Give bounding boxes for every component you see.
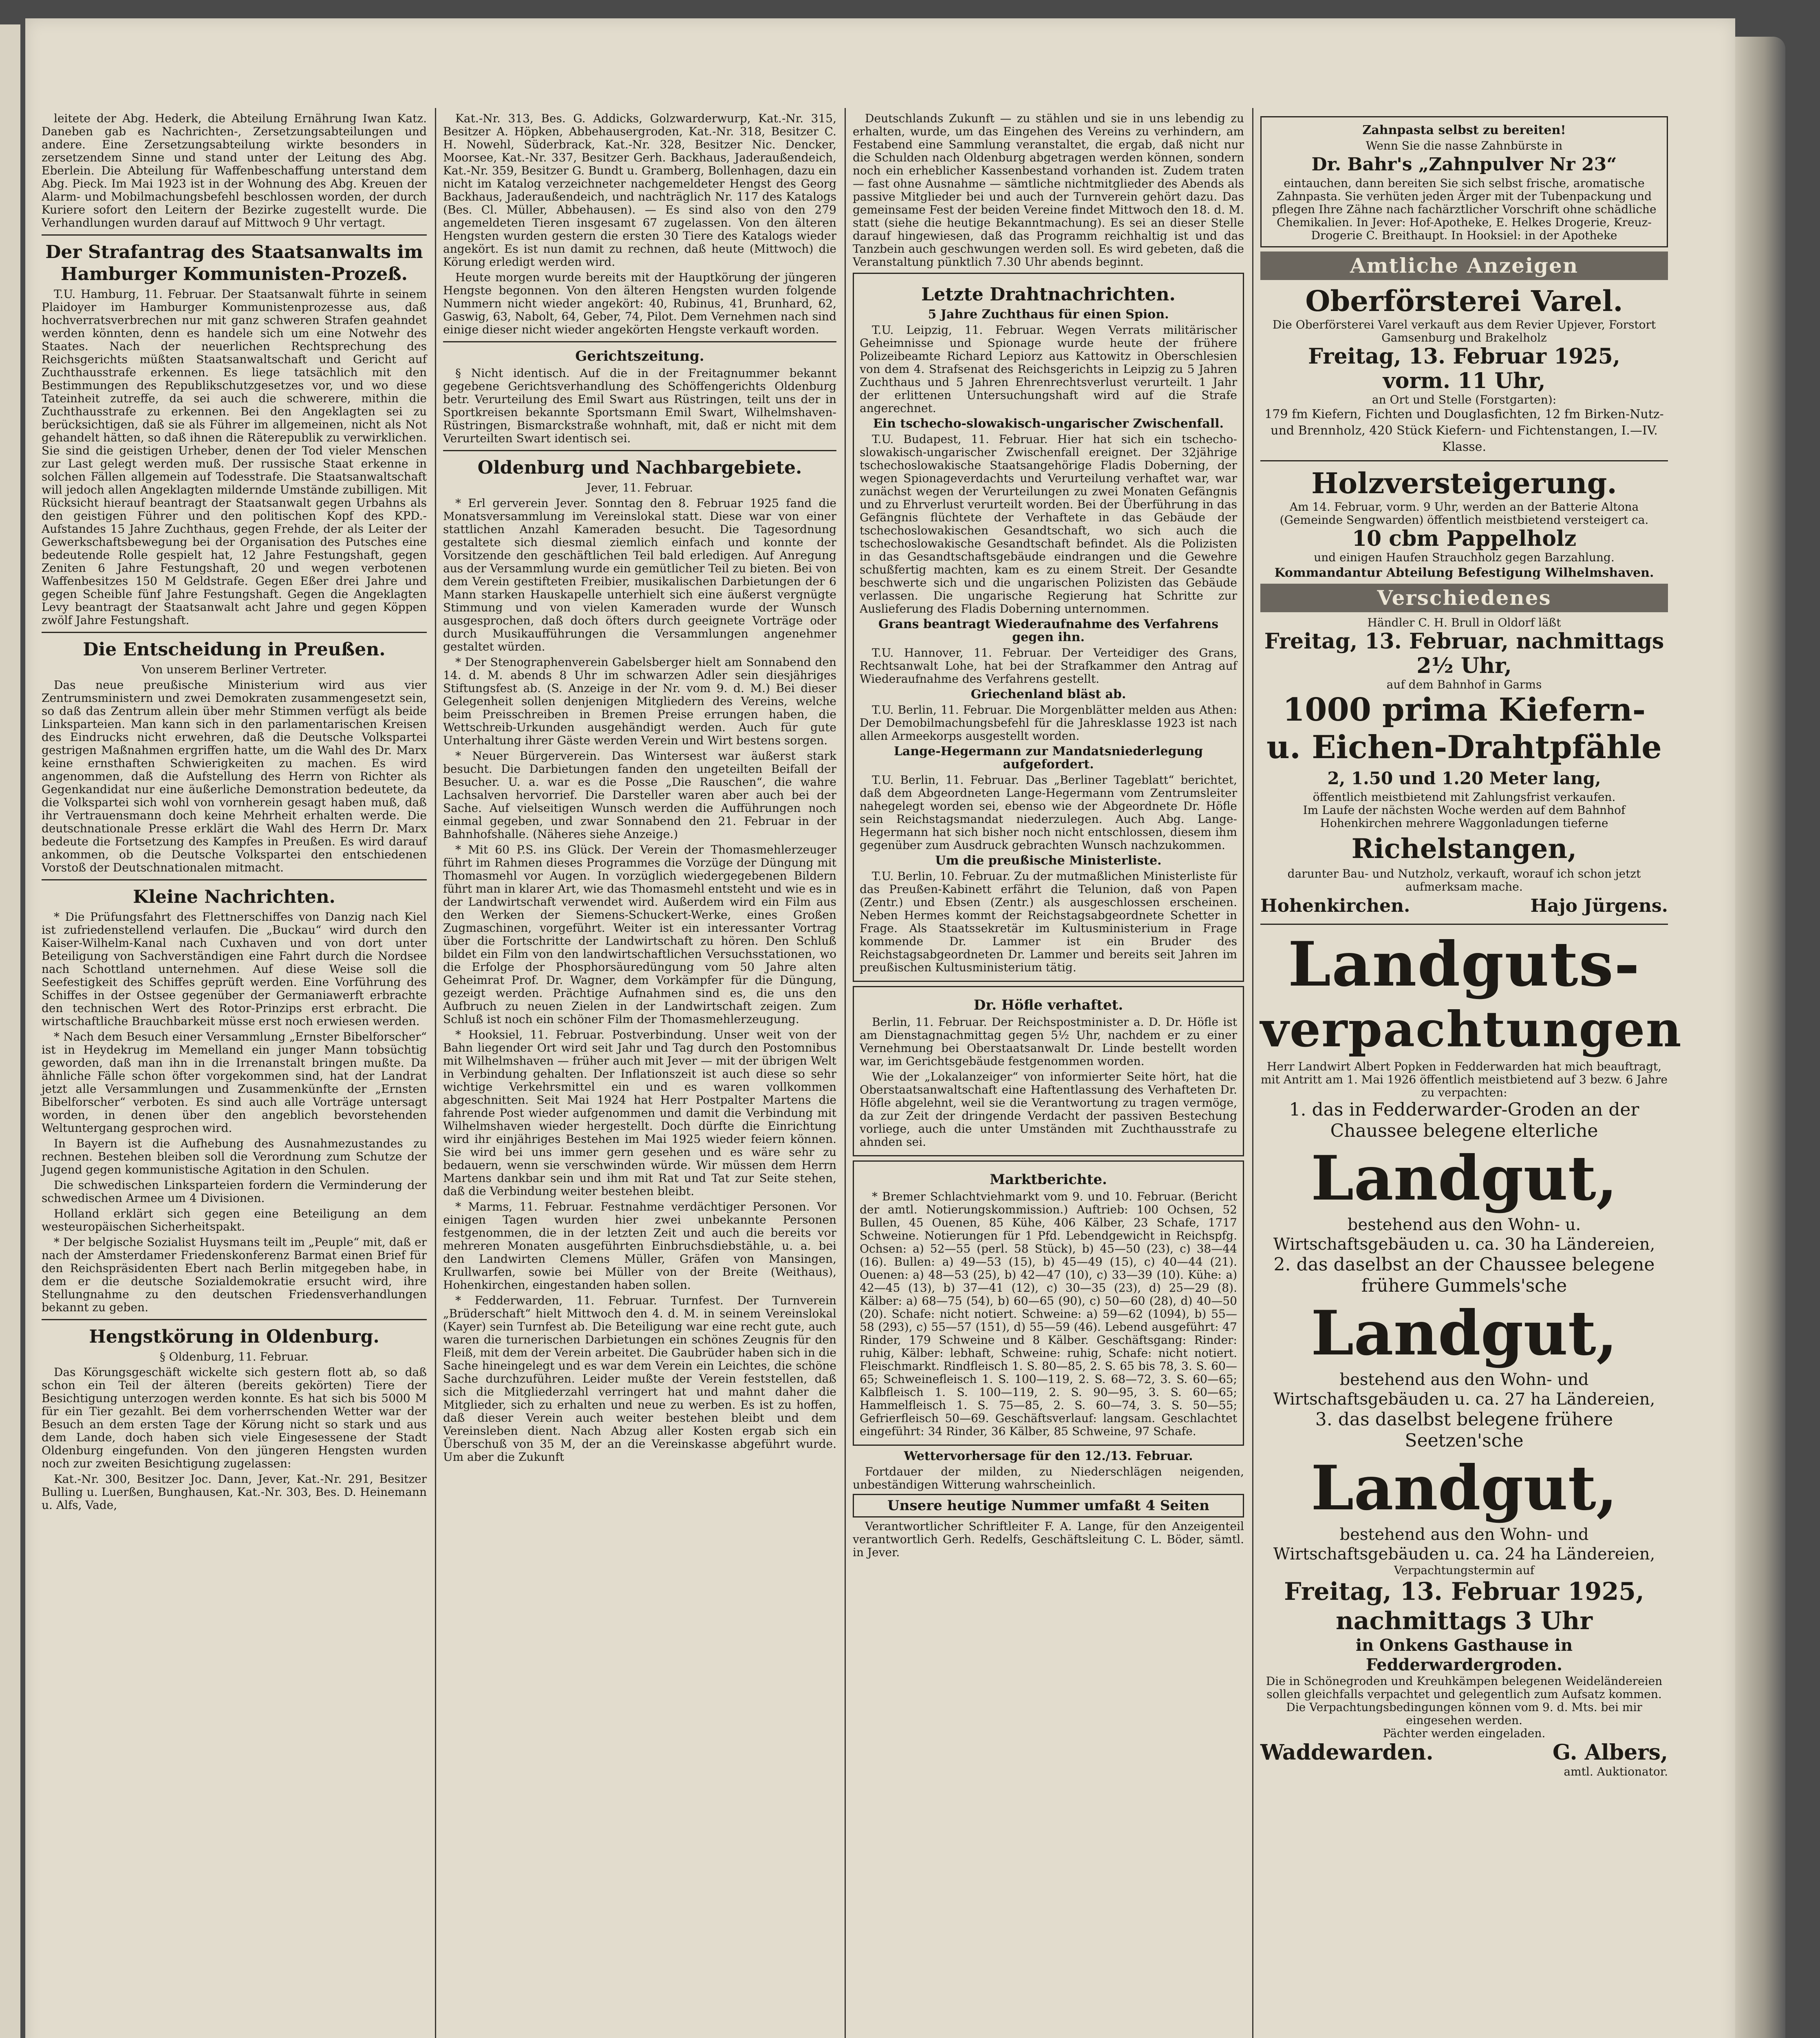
article-body: T.U. Hamburg, 11. Februar. Der Staatsanwalt führte in seinem Plaidoyer im Hamburger Kommunistenprozesse aus, daß hochverratsverbrechen nur mit ganz schweren Strafen geahndet werden könnten, denn es handele sich um eine Notwehr des Staates. Nach der neuerlichen Rechtsprechung des Reichsgerichts müßten Staatsanwaltschaft und Gericht auf Zuchthausstrafe erkennen. Es liege tatsächlich mit den Bestimmungen des Republikschutzgesetzes vor, und wo diese Tateinheit zutreffe, da sei auch die schwerere, mithin die Zuchthausstrafe zu erkennen. Bei den Angeklagten sei zu berücksichtigen, daß sie als Führer im allgemeinen, nicht als Not gehandelt hätten, so daß ihnen die Räterepublik zu verwirklichen. Sie sind die geistigen Urheber, denen der Tod vieler Menschen zur Last gelegt werden muß. Der russische Staat erkenne in solchen Fällen allgemein auf Todesstrafe. Die Staatsanwaltschaft will jedoch allen Angeklagten mildernde Umstände zubilligen. Mit Rücksicht hierauf beantragt der Staatsanwalt gegen Urbahns als den geistigen Führer und den politischen Kopf des KPD.-Aufstandes 15 Jahre Zuchthaus, gegen Frehde, der als Leiter der Gewerkschaftsbewegung bei der Organisation des Putsches eine bedeutende Rolle gespielt hat, 12 Jahre Festungshaft, gegen Zeniten 6 Jahre Festungshaft, 20 und wegen verbotenen Waffenbesitzes 150 M Geldstrafe. Gegen Eßer drei Jahre und gegen Scheible fünf Jahre Festungshaft. Gegen die Angeklagten Levy beantragt der Staatsanwalt acht Jahre und gegen Köppen zwölf Jahre Festungshaft.: [42, 287, 427, 627]
ad-size: 2, 1.50 und 1.20 Meter lang,: [1327, 768, 1601, 788]
ad-landgut: Landgut,: [1310, 1143, 1618, 1214]
binding-edge: [1732, 37, 1785, 2038]
byline: Von unserem Berliner Vertreter.: [141, 663, 327, 676]
article-continuation: Deutschlands Zukunft — zu stählen und sie in uns lebendig zu erhalten, wurde, um das Eingehen des Vereins zu verhindern, am Festabend eine Sammlung veranstaltet, die ergab, daß nicht nur die Schulden nach Oldenburg abgetragen werden können, sondern noch ein erheblicher Kassenbestand vorhanden ist. Zudem traten — fast ohne Ausnahme — sämtliche nichtmitglieder des Abends als passive Mitglieder bei und auch der Turnverein gehört dazu. Das gemeinsame Fest der beiden Vereine findet Mittwoch den 18. d. M. statt (siehe die heutige Bekanntmachung). Es sei an dieser Stelle darauf hingewiesen, daß das Programm reichhaltig ist und das Tanzbein auch geschwungen werden soll. Es wird gebeten, daß die Veranstaltung pünktlich 7.30 Uhr abends beginnt.: [853, 112, 1244, 269]
wire-item: T.U. Hannover, 11. Februar. Der Verteidiger des Grans, Rechtsanwalt Lohe, hat bei der Strafkammer den Antrag auf Wiederaufnahme des Verfahrens gestellt.: [860, 646, 1237, 686]
ad-title: Oberförsterei Varel.: [1305, 284, 1623, 318]
divider: [1260, 924, 1668, 925]
ad-signature: Kommandantur Abteilung Befestigung Wilhelmshaven.: [1274, 566, 1654, 580]
subheadline: Um die preußische Ministerliste.: [935, 854, 1162, 868]
weather-forecast: Fortdauer der milden, zu Niederschlägen neigenden, unbeständigen Witterung wahrscheinlich.: [853, 1465, 1244, 1491]
ad-text: Am 14. Februar, vorm. 9 Uhr, werden an der Batterie Altona (Gemeinde Sengwarden) öffentlich meistbietend versteigert ca.: [1280, 500, 1649, 527]
wire-item: T.U. Berlin, 10. Februar. Zu der mutmaßlichen Ministerliste für das Preußen-Kabinett erfährt die Telunion, daß von Papen (Zentr.) und Ebsen (Zentr.) als ausgeschlossen erscheinen. Neben Hermes kommt der Reichstagsabgeordnete Schetter in Frage. Als Staatssekretär im Kultusministerium in Frage kommende Dr. Lammer ist ein Bruder des Reichstagsabgeordneten Dr. Lammer und bereits seit Jahren im preußischen Kultusministerium tätig.: [860, 869, 1237, 974]
newspaper-page: [25, 18, 1735, 2038]
column-separator: [1252, 108, 1253, 2038]
article-continuation: leitete der Abg. Hederk, die Abteilung Ernährung Iwan Katz. Daneben gab es Nachrichten-, Zersetzungsabteilungen und andere. Eine Zersetzungsabteilung wirkte besonders in zersetzendem Sinne und stand unter der Leitung des Abg. Eberlein. Die Abteilung für Waffenbeschaffung unterstand dem Abg. Pieck. Im Mai 1923 ist in der Wohnung des Abg. Kreuen der Alarm- und Mobilmachungsbefehl beschlossen worden, der durch Kuriere sofort den Leitern der Bezirke zugestellt wurde. Die Verhandlungen wurden darauf auf Mittwoch 9 Uhr vertagt.: [42, 112, 427, 229]
market-report: * Bremer Schlachtviehmarkt vom 9. und 10. Februar. (Bericht der amtl. Notierungskommission.) Auftrieb: 100 Ochsen, 52 Bullen, 45 Ouenen, 85 Kühe, 406 Kälber, 23 Schafe, 1717 Schweine. Notierungen für 1 Pfd. Lebendgewicht in Reichspfg. Ochsen: a) 52—55 (perl. 58 Stück), b) 45—50 (23), c) 38—44 (16). Bullen: a) 49—53 (15), b) 45—49 (15), c) 40—44 (21). Ouenen: a) 48—53 (25), b) 42—47 (10), c) 33—39 (10). Kühe: a) 42—45 (13), b) 37—41 (12), c) 30—35 (23), d) 25—29 (8). Kälber: a) 68—75 (54), b) 60—65 (90), c) 50—60 (28), d) 40—50 (20). Schafe: nicht notiert. Schweine: a) 59—62 (1094), b) 55—58 (293), c) 55—57 (151), d) 55—59 (46). Lebend ausgeführt: 47 Rinder, 179 Schweine und 8 Kälber. Geschäftsgang: Rinder: ruhig, Kälber: lebhaft, Schweine: ruhig, Schafe: nicht notiert. Fleischmarkt. Rindfleisch 1. S. 80—85, 2. S. 65 bis 78, 3. S. 60—65; Schweinefleisch 1. S. 100—119, 2. S. 68—72, 3. S. 60—65; Kalbfleisch 1. S. 100—119, 2. S. 90—95, 3. S. 60—65; Hammelfleisch 1. S. 75—85, 2. S. 60—74, 3. S. 50—55; Gefrierfleisch 50—69. Geschäftsverlauf: langsam. Geschlachtet eingeführt: 34 Rinder, 36 Kälber, 85 Schweine, 97 Schafe.: [860, 1190, 1237, 1438]
ad-item-detail: bestehend aus den Wohn- u. Wirtschaftsgebäuden u. ca. 30 ha Ländereien,: [1273, 1215, 1655, 1254]
column-separator: [845, 108, 846, 2038]
ad-date: Freitag, 13. Februar, nachmittags 2½ Uhr,: [1264, 629, 1664, 678]
ad-landgut: Landgut,: [1310, 1452, 1618, 1524]
wire-item: T.U. Berlin, 11. Februar. Das „Berliner Tageblatt“ berichtet, daß dem Abgeordneten Lange-Hegermann vom Zentrumsleiter nahegelegt worden sei, ebenso wie der Abgeordnete Dr. Höfle sein Reichstagsmandat niederzulegen. Auch Abg. Lange-Hegermann hat sich bisher noch nicht entschlossen, diesem ihm gegenüber zum Ausdruck gebrachten Wunsch nachzukommen.: [860, 773, 1237, 852]
news-item: * Nach dem Besuch einer Versammlung „Ernster Bibelforscher“ ist in Heydekrug im Memelland ein junger Mann tobsüchtig geworden, daß man ihn in die Irrenanstalt bringen mußte. Da ähnliche Fälle schon öfter vorgekommen sind, hat der Landrat jetzt alle Versammlungen und Zusammenkünfte der „Ernsten Bibelforscher“ verboten. Es sind auch alle Vorträge untersagt worden, in denen über den angeblich bevorstehenden Weltuntergang gesprochen wird.: [42, 1030, 427, 1135]
ad-item: 2. das daselbst an der Chaussee belegene frühere Gummels'sche: [1273, 1254, 1655, 1296]
ad-signer: G. Albers,: [1552, 1740, 1668, 1765]
column-1: [42, 112, 427, 1514]
ad-signer: Hajo Jürgens.: [1530, 895, 1668, 916]
ad-place: in Onkens Gasthause in Fedderwardergroden.: [1355, 1636, 1573, 1674]
local-item: * Fedderwarden, 11. Februar. Turnfest. Der Turnverein „Brüderschaft“ hielt Mittwoch den 4. d. M. in seinem Vereinslokal (Kayer) sein Turnfest ab. Die Beteiligung war eine recht gute, auch waren die turnerischen Darbietungen ein schönes Zeugnis für den Fleiß, mit dem der Verein arbeitet. Die Gaubrüder haben sich in die Sache hineingelegt und es war dem Verein ein Leichtes, die schöne Sache durchzuführen. Leider mußte der Verein feststellen, daß sich die Mitgliederzahl verringert hat und mahnt daher die Mitglieder, sich zu erhalten und neue zu werben. Es ist zu hoffen, daß dieser Verein auch weiter bestehen bleibt und dem Vereinsleben dient. Nach Abzug aller Kosten ergab sich ein Überschuß von 35 M, der an die Vereinskasse abgeführt wurde. Um aber die Zukunft: [443, 1294, 836, 1464]
headline-entscheidung: Die Entscheidung in Preußen.: [83, 639, 386, 660]
ad-text: Die Oberförsterei Varel verkauft aus dem Revier Upjever, Forstort Gamsenburg und Brakelholz: [1272, 318, 1656, 344]
ad-text: Pächter werden eingeladen.: [1383, 1727, 1546, 1740]
local-item: * Der Stenographenverein Gabelsberger hielt am Sonnabend den 14. d. M. abends 8 Uhr im schwarzen Adler sein diesjähriges Stiftungsfest ab. (S. Anzeige in der Nr. vom 9. d. M.) Bei dieser Gelegenheit sollen denjenigen Mitgliedern des Vereins, welche beim Preisschreiben in Bremen Preise errungen haben, die Wettschreib-Urkunden ausgehändigt werden. Auch für gute Unterhaltung ihrer Gäste werden Verein und Wirt bestens sorgen.: [443, 655, 836, 747]
ad-date: Freitag, 13. Februar 1925,: [1284, 1577, 1644, 1606]
ad-place: Hohenkirchen.: [1260, 895, 1410, 916]
ad-text: auf dem Bahnhof in Garms: [1386, 678, 1542, 691]
ad-text: und einigen Haufen Strauchholz gegen Barzahlung.: [1314, 551, 1615, 564]
ad-zahnpulver: [1260, 116, 1668, 247]
page-count-notice: Unsere heutige Nummer umfaßt 4 Seiten: [853, 1494, 1244, 1517]
dateline: Jever, 11. Februar.: [586, 481, 693, 494]
divider: [443, 341, 836, 342]
dateline: § Oldenburg, 11. Februar.: [159, 1350, 309, 1363]
ad-big: 1000 prima Kiefern-: [1282, 691, 1646, 728]
column-4-ads: [1260, 112, 1682, 1778]
ad-time: nachmittags 3 Uhr: [1335, 1607, 1593, 1635]
local-item: * Erl gerverein Jever. Sonntag den 8. Februar 1925 fand die Monatsversammlung im Vereinslokal statt. Diese war von einer stattlichen Anzahl Kameraden besucht. Die Tagesordnung gestaltete sich diesmal ziemlich einfach und konnte der Vorsitzende den geschäftlichen Teil bald erledigen. Auf Anregung aus der Versammlung wurde ein gemütlicher Teil zu bieten. Bei von dem Verein gestifteten Freibier, musikalischen Darbietungen der 6 Mann starken Hauskapelle unterhielt sich eine äußerst vergnügte Stimmung und von vielen Kameraden wurde der Wunsch ausgesprochen, daß doch öfters durch geeignete Vorträge oder durch Musikaufführungen die Versammlungen angenehmer gestaltet würden.: [443, 496, 836, 653]
ad-big: Richelstangen,: [1351, 833, 1577, 865]
ad-items: 179 fm Kiefern, Fichten und Douglasfichten, 12 fm Birken-Nutz- und Brennholz, 420 Stück Kiefern- und Fichtenstangen, I.—IV. Klasse.: [1264, 407, 1664, 454]
ad-brand: Dr. Bahr's „Zahnpulver Nr 23“: [1311, 154, 1617, 175]
article-body: Heute morgen wurde bereits mit der Hauptkörung der jüngeren Hengste begonnen. Von den älteren Hengsten wurden folgende Nummern nicht wieder angekört: 40, Rubinus, 41, Brunhard, 62, Gaswig, 63, Nabolt, 64, Geber, 74, Pilot. Dem Vernehmen nach sind einige dieser nicht wieder angekörten Hengste verkauft worden.: [443, 271, 836, 336]
article-body: Das neue preußische Ministerium wird aus vier Zentrumsministern und zwei Demokraten zusammengesetzt sein, so daß das Zentrum allein über mehr Stimmen verfügt als beide Linksparteien. Man kann sich in den parlamentarischen Kreisen des Eindrucks nicht erwehren, daß die Deutsche Volkspartei gestrigen Maßnahmen ergriffen hatte, um die Wahl des Dr. Marx keine ernsthaften Schwierigkeiten zu machen. Es wird angenommen, daß die Aufstellung des Herrn von Richter als Gegenkandidat nur eine äußerliche Demonstration bedeutete, da die Volkspartei sich wohl von vornherein gesagt haben muß, daß ihr Vertrauensmann doch keine Mehrheit erhalten werde. Die deutschnationale Presse erklärt die Wahl des Herrn Dr. Marx bedeute die Fortsetzung des Kampfes in Preußen. Es wird darauf ankommen, ob die Deutsche Volkspartei den entschiedenen Vorstoß der Deutschnationalen mitmacht.: [42, 678, 427, 874]
ad-title: Holzversteigerung.: [1311, 466, 1617, 500]
wire-item: T.U. Leipzig, 11. Februar. Wegen Verrats militärischer Geheimnisse und Spionage wurde heute der frühere Polizeibeamte Richard Lepiorz aus Kattowitz in Oberschlesien von dem 4. Strafsenat des Reichsgerichts in Leipzig zu 5 Jahren Zuchthaus und 5 Jahren Ehrenrechtsverlust verurteilt. 1 Jahr der erlittenen Untersuchungshaft wird auf die Strafe angerechnet.: [860, 323, 1237, 415]
ad-item-detail: bestehend aus den Wohn- und Wirtschaftsgebäuden u. ca. 24 ha Ländereien,: [1273, 1525, 1655, 1564]
ad-time: vorm. 11 Uhr,: [1383, 368, 1546, 393]
news-item: Die schwedischen Linksparteien fordern die Verminderung der schwedischen Armee um 4 Divisionen.: [42, 1178, 427, 1205]
ad-item: 1. das in Fedderwarder-Groden an der Chaussee belegene elterliche: [1289, 1099, 1639, 1141]
subheadline: 5 Jahre Zuchthaus für einen Spion.: [928, 307, 1169, 322]
ad-item: 3. das daselbst belegene frühere Seetzen'sche: [1315, 1409, 1613, 1451]
column-3: [853, 112, 1244, 1562]
ad-place: Waddewarden.: [1260, 1740, 1434, 1765]
ad-signature-row: [1260, 893, 1668, 919]
ad-text: Verpachtungstermin auf: [1394, 1564, 1535, 1577]
divider: [443, 450, 836, 451]
weather-headline: Wettervorhersage für den 12./13. Februar.: [904, 1449, 1193, 1463]
headline-hoefle: Dr. Höfle verhaftet.: [973, 997, 1123, 1013]
news-item: Holland erklärt sich gegen eine Beteiligung an dem westeuropäischen Sicherheitspakt.: [42, 1207, 427, 1233]
ad-landgut: Landgut,: [1310, 1297, 1618, 1369]
local-item: * Marms, 11. Februar. Festnahme verdächtiger Personen. Vor einigen Tagen wurden hier zwei unbekannte Personen festgenommen, die in der letzten Zeit und auch die bereits vor mehreren Monaten ausgeführten Einbruchsdiebstähle, u. a. bei den Landwirten Clemens Müller, Gräfen von Mansingen, Krullwarfen, sowie bei Müller von der Breite (Weithaus), Hohenkirchen, eingestanden haben sollen.: [443, 1200, 836, 1292]
subheadline: Grans beantragt Wiederaufnahme des Verfahrens gegen ihn.: [878, 617, 1219, 644]
subheadline: Lange-Hegermann zur Mandatsniederlegung aufgefordert.: [893, 744, 1203, 772]
wire-item: T.U. Berlin, 11. Februar. Die Morgenblätter melden aus Athen: Der Demobilmachungsbefehl für die Jahresklasse 1923 ist nach allen Armeekorps ausgestellt worden.: [860, 703, 1237, 743]
news-item: * Der belgische Sozialist Huysmans teilt im „Peuple“ mit, daß er nach der Amsterdamer Friedenskonferenz Barmat einen Brief für den Reichspräsidenten Ebert nach Berlin mitgegeben habe, in dem er die deutsche Sozialdemokratie ersucht wird, ihre Stellungnahme zu den deutschen Friedensverhandlungen bekannt zu geben.: [42, 1235, 427, 1314]
adjacent-page-edge: [0, 24, 20, 2038]
headline-oldenburg: Oldenburg und Nachbargebiete.: [477, 457, 802, 478]
divider: [42, 234, 427, 236]
news-item: * Die Prüfungsfahrt des Flettnerschiffes von Danzig nach Kiel ist zufriedenstellend verlaufen. Die „Buckau“ wird durch den Kaiser-Wilhelm-Kanal nach Cuxhaven und von dort unter Beteiligung von Sachverständigen eine Fahrt durch die Nordsee nach Schottland unternehmen. Auf diese Weise soll die Seefestigkeit des Schiffes geprüft werden. Eine Vorführung des Schiffes in der Ostsee gegenüber der Germaniawerft erbrachte den technischen Wert des Rotor-Prinzips erst erbracht. Die wirtschaftliche Brauchbarkeit müsse erst noch erwiesen werden.: [42, 910, 427, 1028]
headline-kleine-nachrichten: Kleine Nachrichten.: [133, 887, 335, 907]
ad-item-detail: bestehend aus den Wohn- und Wirtschaftsgebäuden u. ca. 27 ha Ländereien,: [1273, 1370, 1655, 1409]
section-band-amtliche: Amtliche Anzeigen: [1260, 251, 1668, 280]
headline-strafantrag: Der Strafantrag des Staatsanwalts im Hamburger Kommunisten-Prozeß.: [45, 242, 423, 285]
local-item: * Hooksiel, 11. Februar. Postverbindung. Unser weit von der Bahn liegender Ort wird seit Jahr und Tag durch den Postomnibus mit Wilhelmshaven — früher auch mit Jever — mit der übrigen Welt in Verbindung gehalten. Der Inflationszeit ist auch diese so sehr wichtige Verkehrsmittel ein und es waren vollkommen abgeschnitten. Seit Mai 1924 hat Herr Postpalter Martens die fahrende Post wieder aufgenommen und damit die Verbindung mit Wilhelmshaven wieder hergestellt. Doch dürfte die Einrichtung wird ihr einjähriges Bestehen im Mai 1925 wieder feiern können. Sie wird bei uns immer gern gesehen und es wäre sehr zu bedauern, wenn sie verschwinden würde. Wir müssen dem Herrn Martens dankbar sein und ihm mit Rat und Tat zur Seite stehen, daß die Verbindung weiter bestehen bleibt.: [443, 1028, 836, 1198]
ad-landguts-title: verpachtungen: [1260, 1001, 1682, 1058]
ad-headline: Zahnpasta selbst zu bereiten!: [1362, 123, 1566, 137]
catalog-list: Kat.-Nr. 300, Besitzer Joc. Dann, Jever, Kat.-Nr. 291, Besitzer Bulling u. Luerßen, Bunghausen, Kat.-Nr. 303, Bes. D. Heinemann u. Alfs, Vade,: [42, 1472, 427, 1512]
headline-marktberichte: Marktberichte.: [990, 1171, 1107, 1188]
subheadline: Griechenland bläst ab.: [971, 687, 1126, 701]
ad-landguts-title: Landguts-: [1288, 929, 1641, 1000]
ad-highlight: 10 cbm Pappelholz: [1352, 526, 1577, 551]
headline-gerichtszeitung: Gerichtszeitung.: [575, 348, 704, 364]
news-item: In Bayern ist die Aufhebung des Ausnahmezustandes zu rechnen. Bestehen bleiben soll die Verordnung zum Schutze der Jugend gegen kommunistische Agitation in den Schulen.: [42, 1137, 427, 1176]
article-body: Berlin, 11. Februar. Der Reichspostminister a. D. Dr. Höfle ist am Dienstagnachmittag gegen 5½ Uhr, nachdem er zu einer Vernehmung bei Oberstaatsanwalt Dr. Linde bestellt worden war, im Gerichtsgebäude festgenommen worden.: [860, 1015, 1237, 1068]
ad-text: an Ort und Stelle (Forstgarten):: [1372, 393, 1557, 406]
divider: [42, 632, 427, 633]
headline-drahtnachrichten: Letzte Drahtnachrichten.: [921, 284, 1176, 305]
column-2: [443, 112, 836, 1466]
ad-signer-title: amtl. Auktionator.: [1564, 1765, 1668, 1778]
ad-text: Händler C. H. Brull in Oldorf läßt: [1367, 616, 1561, 629]
divider: [42, 1319, 427, 1320]
hoefle-box: [853, 986, 1244, 1156]
divider: [42, 879, 427, 880]
ad-text: Die in Schönegroden und Kreuhkämpen belegenen Weideländereien sollen gleichfalls verpachtet und gelegentlich zum Aufsatz kommen. Die Verpachtungsbedingungen können vom 9. d. Mts. bei mir eingesehen werden.: [1266, 1674, 1663, 1727]
local-item: * Neuer Bürgerverein. Das Wintersest war äußerst stark besucht. Die Darbietungen fanden den ungeteilten Beifall der Besucher. U. a. war es die Posse „Die Rauschen“, die wahre Lachsalven hervorrief. Die Darsteller waren aber auch bei der Sache. Auf vielseitigen Wunsch werden die Aufführungen noch einmal gegeben, und zwar Sonnabend den 21. Februar in der Bahnhofshalle. (Näheres siehe Anzeige.): [443, 749, 836, 841]
ad-text: eintauchen, dann bereiten Sie sich selbst frische, aromatische Zahnpasta. Sie verhüten jeden Ärger mit der Tubenpackung und pflegen Ihre Zähne nach fachärztlicher Vorschrift ohne schädliche Chemikalien. In Jever: Hof-Apotheke, E. Helkes Drogerie, Kreuz-Drogerie C. Breithaupt. In Hooksiel: in der Apotheke: [1272, 176, 1657, 242]
ad-text: Wenn Sie die nasse Zahnbürste in: [1366, 139, 1563, 152]
local-item: * Mit 60 P.S. ins Glück. Der Verein der Thomasmehlerzeuger führt im Rahmen dieses Programmes die Vorzüge der Düngung mit Thomasmehl vor Augen. In vorzüglich wiedergegebenen Bildern führt man in klarer Art, wie das Thomasmehl entsteht und wie es in der Landwirtschaft verwendet wird. Außerdem wird ein Film aus den Werken der Siemens-Schuckert-Werke, eines Großen Zugmaschinen, vorgeführt. Weiter ist ein interessanter Vortrag über die Fortschritte der Landwirtschaft zu hören. Den Schluß bildet ein Film von den landwirtschaftlichen Versuchsstationen, wo die Erfolge der Phosphorsäuredüngung vom 50 Jahre alten Geheimrat Prof. Dr. Wagner, dem Vorkämpfer für die Düngung, gezeigt werden. Prächtige Aufnahmen sind es, die uns den Aufbruch zu neuen Zielen in der Landwirtschaft zeigen. Zum Schluß ist noch ein schöner Film der Thomasmehlerzeugung.: [443, 843, 836, 1026]
market-box: [853, 1160, 1244, 1446]
catalog-list: Kat.-Nr. 313, Bes. G. Addicks, Golzwarderwurp, Kat.-Nr. 315, Besitzer A. Höpken, Abbehausergroden, Kat.-Nr. 318, Besitzer C. H. Nowehl, Süderbrack, Kat.-Nr. 328, Besitzer Nic. Dencker, Moorsee, Kat.-Nr. 337, Besitzer Gerh. Backhaus, Jaderaußendeich, Kat.-Nr. 359, Besitzer G. Bundt u. Gramberg, Bollenhagen, dazu ein nicht im Katalog verzeichneter nachgemeldeter Hengst des Georg Backhaus, Jaderaußendeich, und nachträglich Nr. 117 des Katalogs (Bes. Cl. Müller, Abbehausen). — Es sind also von den 279 angemeldeten Tieren insgesamt 67 zugelassen. Von den älteren Hengsten wurden gestern die ersten 30 Tiere des Katalogs wieder angekört. Es ist nun damit zu rechnen, daß heute (Mittwoch) die Körung erledigt werden wird.: [443, 112, 836, 269]
ad-signature-row: [1260, 1740, 1668, 1765]
subheadline: Ein tschecho-slowakisch-ungarischer Zwischenfall.: [873, 417, 1224, 431]
ad-text: Herr Landwirt Albert Popken in Fedderwarden hat mich beauftragt, mit Antritt am 1. Mai 1926 öffentlich meistbietend auf 3 bezw. 6 Jahre zu verpachten:: [1260, 1060, 1668, 1099]
ad-date: Freitag, 13. Februar 1925,: [1308, 344, 1620, 369]
article-body: Wie der „Lokalanzeiger“ von informierter Seite hört, hat die Oberstaatsanwaltschaft eine Haftentlassung des Verhafteten Dr. Höfle abgelehnt, weil sie die Verantwortung zu tragen vermöge, da zur Zeit der dringende Verdacht der passiven Bestechung vorliege, auch die unter Umständen mit Zuchthausstrafe zu ahnden sei.: [860, 1070, 1237, 1149]
headline-hengstkoerung: Hengstkörung in Oldenburg.: [89, 1326, 379, 1347]
ad-text: darunter Bau- und Nutzholz, verkauft, worauf ich schon jetzt aufmerksam mache.: [1287, 867, 1641, 893]
divider: [1260, 460, 1668, 461]
article-body: Das Körungsgeschäft wickelte sich gestern flott ab, so daß schon ein Teil der älteren (bereits gekörten) Tiere der Besichtigung unterzogen werden konnte. Es hat sich bis 5000 M für ein Tier gezahlt. Bei dem vorherrschenden Wetter war der Besuch an dem ersten Tage der Körung nicht so stark und aus dem Lande, doch haben sich viele Eingesessene der Stadt Oldenburg eingefunden. Von den jüngeren Hengsten wurden noch zur zweiten Besichtigung zugelassen:: [42, 1365, 427, 1470]
ad-big: u. Eichen-Drahtpfähle: [1266, 729, 1662, 766]
wire-item: T.U. Budapest, 11. Februar. Hier hat sich ein tschecho-slowakisch-ungarischer Zwischenfall ereignet. Der 32jährige tschechoslowakische Staatsangehörige Fladis Doberning, der wegen Spionageverdachts und Verurteilung verhaftet war, war zunächst wegen der Verurteilungen zu zwei Monaten Gefängnis und zu Ehrverlust verurteilt worden. Bei der Überführung in das Gefängnis flüchtete der Verhaftete in das Gebäude der tschechoslowakischen Gesandtschaft, wo sich auch die tschechoslowakische Gesandtschaft befindet. Als die Polizisten in das Gesandtschaftsgebäude eindrangen und die Gewehre schußfertig machten, kam es zu einem Streit. Der Gesandte beschwerte sich und die ungarischen Polizisten das Gebäude verlassen. Die ungarische Regierung hat Schritte zur Auslieferung des Fladis Doberning unternommen.: [860, 432, 1237, 615]
article-body: § Nicht identisch. Auf die in der Freitagnummer bekannt gegebene Gerichtsverhandlung des Schöffengerichts Oldenburg betr. Verurteilung des Emil Swart aus Rüstringen, teilt uns der in Sportkreisen bekannte Sportsmann Emil Swart, Wilhelmshaven-Rüstringen, Bismarckstraße wohnhaft, mit, daß er nicht mit dem Verurteilten Swart identisch sei.: [443, 366, 836, 445]
imprint: Verantwortlicher Schriftleiter F. A. Lange, für den Anzeigenteil verantwortlich Gerh. Redelfs, Geschäftsleitung C. L. Böder, sämtl. in Jever.: [853, 1520, 1244, 1559]
column-separator: [435, 108, 436, 2038]
drahtnachrichten-box: [853, 273, 1244, 982]
section-band-verschiedenes: Verschiedenes: [1260, 584, 1668, 612]
ad-text: Im Laufe der nächsten Woche werden auf dem Bahnhof Hohenkirchen mehrere Waggonladungen tieferne: [1303, 803, 1626, 830]
ad-text: öffentlich meistbietend mit Zahlungsfrist verkaufen.: [1313, 790, 1616, 804]
